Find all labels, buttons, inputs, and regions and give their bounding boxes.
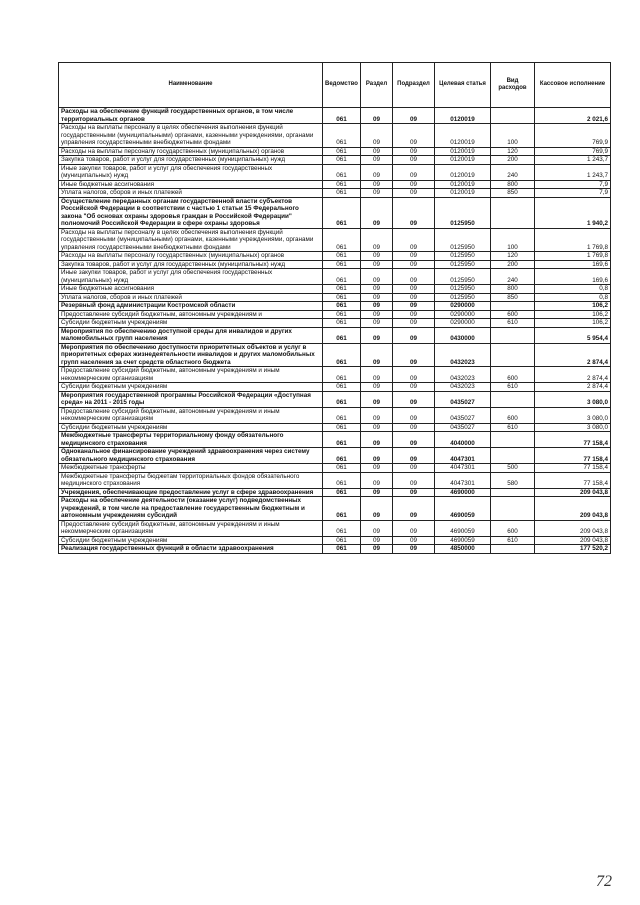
row-amount-cell: 169,6 (535, 269, 611, 285)
row-subsection-cell: 09 (393, 536, 435, 545)
row-target-cell: 4047301 (435, 448, 491, 464)
row-amount-cell: 77 158,4 (535, 472, 611, 488)
row-amount-cell: 169,6 (535, 260, 611, 269)
col-header-subsection: Подраздел (393, 63, 435, 108)
row-dept-cell: 061 (323, 464, 361, 473)
table-row (59, 464, 611, 473)
row-dept-cell: 061 (323, 293, 361, 302)
row-section-cell: 09 (361, 285, 393, 294)
row-target-cell: 4690059 (435, 536, 491, 545)
row-target-cell: 0432023 (435, 383, 491, 392)
row-subsection-cell: 09 (393, 367, 435, 383)
row-dept-cell: 061 (323, 302, 361, 311)
table-row (59, 260, 611, 269)
row-target-cell: 0125950 (435, 293, 491, 302)
row-amount-cell: 77 158,4 (535, 448, 611, 464)
table-row (59, 545, 611, 554)
table-row (59, 164, 611, 180)
col-header-target: Целевая статья (435, 63, 491, 108)
row-exptype-cell: 600 (491, 367, 535, 383)
row-section-cell: 09 (361, 293, 393, 302)
row-name-cell: Расходы на обеспечение функций государственных органов, в том числе территориальных органов (59, 108, 323, 124)
row-subsection-cell: 09 (393, 448, 435, 464)
row-subsection-cell: 09 (393, 391, 435, 407)
table-row (59, 383, 611, 392)
row-dept-cell: 061 (323, 189, 361, 198)
row-target-cell: 0120019 (435, 189, 491, 198)
table-header-row (59, 63, 611, 108)
row-dept-cell: 061 (323, 269, 361, 285)
row-target-cell: 0125950 (435, 269, 491, 285)
table-row (59, 108, 611, 124)
row-exptype-cell: 600 (491, 520, 535, 536)
table-row (59, 285, 611, 294)
row-name-cell: Мероприятия по обеспечению доступности приоритетных объектов и услуг в приоритетных сферах жизнедеятельности инвалидов и других маломобильных групп населения за счет средств областного бюджета (59, 343, 323, 367)
row-subsection-cell: 09 (393, 488, 435, 497)
row-subsection-cell: 09 (393, 520, 435, 536)
col-header-dept: Ведомство (323, 63, 361, 108)
row-amount-cell: 177 520,2 (535, 545, 611, 554)
row-name-cell: Расходы на выплаты персоналу в целях обеспечения выполнения функций государственными (муниципальными) органами, казенными учреждениями, органами управления государственными внебюджетными фондами (59, 228, 323, 252)
row-dept-cell: 061 (323, 252, 361, 261)
row-target-cell: 0120019 (435, 156, 491, 165)
row-section-cell: 09 (361, 269, 393, 285)
row-section-cell: 09 (361, 520, 393, 536)
row-dept-cell: 061 (323, 260, 361, 269)
row-section-cell: 09 (361, 343, 393, 367)
row-exptype-cell: 610 (491, 423, 535, 432)
table-row (59, 472, 611, 488)
row-target-cell: 0432023 (435, 343, 491, 367)
row-name-cell: Предоставление субсидий бюджетным, автономным учреждениям и (59, 310, 323, 319)
row-subsection-cell: 09 (393, 545, 435, 554)
row-subsection-cell: 09 (393, 310, 435, 319)
row-name-cell: Субсидии бюджетным учреждениям (59, 383, 323, 392)
row-name-cell: Мероприятия государственной программы Российской Федерации «Доступная среда» на 2011 - 2015 годы (59, 391, 323, 407)
row-dept-cell: 061 (323, 343, 361, 367)
row-subsection-cell: 09 (393, 108, 435, 124)
row-target-cell: 0125950 (435, 228, 491, 252)
row-section-cell: 09 (361, 108, 393, 124)
row-dept-cell: 061 (323, 545, 361, 554)
row-dept-cell: 061 (323, 367, 361, 383)
row-exptype-cell: 120 (491, 147, 535, 156)
row-target-cell: 0120019 (435, 180, 491, 189)
row-dept-cell: 061 (323, 407, 361, 423)
row-name-cell: Расходы на выплаты персоналу в целях обеспечения выполнения функций государственными (муниципальными) органами, казенными учреждениями, органами управления государственными внебюджетными фондами (59, 124, 323, 148)
row-target-cell: 0435027 (435, 423, 491, 432)
row-exptype-cell (491, 197, 535, 228)
table-row (59, 293, 611, 302)
row-target-cell: 0125950 (435, 285, 491, 294)
row-amount-cell: 209 043,8 (535, 536, 611, 545)
row-exptype-cell (491, 391, 535, 407)
row-subsection-cell: 09 (393, 164, 435, 180)
row-section-cell: 09 (361, 124, 393, 148)
row-target-cell: 0120019 (435, 147, 491, 156)
row-target-cell: 0120019 (435, 108, 491, 124)
row-section-cell: 09 (361, 464, 393, 473)
row-name-cell: Иные бюджетные ассигнования (59, 180, 323, 189)
row-section-cell: 09 (361, 252, 393, 261)
row-subsection-cell: 09 (393, 407, 435, 423)
row-exptype-cell: 500 (491, 464, 535, 473)
col-header-exptype: Вид расходов (491, 63, 535, 108)
row-subsection-cell: 09 (393, 293, 435, 302)
row-dept-cell: 061 (323, 124, 361, 148)
row-section-cell: 09 (361, 228, 393, 252)
table-row (59, 391, 611, 407)
row-name-cell: Учреждения, обеспечивающие предоставление услуг в сфере здравоохранения (59, 488, 323, 497)
row-dept-cell: 061 (323, 180, 361, 189)
row-dept-cell: 061 (323, 197, 361, 228)
row-target-cell: 4047301 (435, 464, 491, 473)
row-section-cell: 09 (361, 391, 393, 407)
row-section-cell: 09 (361, 302, 393, 311)
row-name-cell: Межбюджетные трансферты бюджетам территориальных фондов обязательного медицинского страхования (59, 472, 323, 488)
row-section-cell: 09 (361, 432, 393, 448)
table-row (59, 497, 611, 521)
row-amount-cell: 77 158,4 (535, 432, 611, 448)
row-name-cell: Межбюджетные трансферты территориальному фонду обязательного медицинского страхования (59, 432, 323, 448)
table-row (59, 520, 611, 536)
row-exptype-cell (491, 488, 535, 497)
row-amount-cell: 209 043,8 (535, 520, 611, 536)
row-target-cell: 4690059 (435, 520, 491, 536)
table-row (59, 147, 611, 156)
row-exptype-cell: 600 (491, 407, 535, 423)
row-subsection-cell: 09 (393, 269, 435, 285)
row-section-cell: 09 (361, 319, 393, 328)
row-amount-cell: 7,9 (535, 189, 611, 198)
table-row (59, 327, 611, 343)
row-amount-cell: 0,8 (535, 293, 611, 302)
table-row (59, 536, 611, 545)
row-name-cell: Иные закупки товаров, работ и услуг для обеспечения государственных (муниципальных) нужд (59, 164, 323, 180)
row-section-cell: 09 (361, 156, 393, 165)
row-section-cell: 09 (361, 448, 393, 464)
row-exptype-cell (491, 327, 535, 343)
row-target-cell: 0435027 (435, 391, 491, 407)
row-name-cell: Мероприятия по обеспечению доступной среды для инвалидов и других маломобильных групп населения (59, 327, 323, 343)
row-target-cell: 0290000 (435, 302, 491, 311)
row-section-cell: 09 (361, 147, 393, 156)
row-amount-cell: 3 080,0 (535, 407, 611, 423)
row-exptype-cell (491, 108, 535, 124)
row-section-cell: 09 (361, 197, 393, 228)
row-amount-cell: 769,9 (535, 147, 611, 156)
row-subsection-cell: 09 (393, 285, 435, 294)
row-amount-cell: 106,2 (535, 319, 611, 328)
row-name-cell: Расходы на обеспечение деятельности (оказание услуг) подведомственных учреждений, в том числе на предоставление государственным бюджетным и автономным учреждениям субсидий (59, 497, 323, 521)
table-row (59, 197, 611, 228)
row-exptype-cell: 240 (491, 269, 535, 285)
row-exptype-cell: 120 (491, 252, 535, 261)
row-dept-cell: 061 (323, 391, 361, 407)
row-subsection-cell: 09 (393, 383, 435, 392)
row-target-cell: 4047301 (435, 472, 491, 488)
row-target-cell: 4690000 (435, 488, 491, 497)
table-row (59, 488, 611, 497)
row-subsection-cell: 09 (393, 343, 435, 367)
row-subsection-cell: 09 (393, 327, 435, 343)
row-exptype-cell (491, 302, 535, 311)
row-name-cell: Межбюджетные трансферты (59, 464, 323, 473)
col-header-name: Наименование (59, 63, 323, 108)
table-row (59, 407, 611, 423)
row-amount-cell: 209 043,8 (535, 497, 611, 521)
table-body (59, 108, 611, 554)
row-amount-cell: 77 158,4 (535, 464, 611, 473)
row-name-cell: Иные бюджетные ассигнования (59, 285, 323, 294)
row-section-cell: 09 (361, 310, 393, 319)
row-dept-cell: 061 (323, 147, 361, 156)
row-section-cell: 09 (361, 260, 393, 269)
row-target-cell: 0120019 (435, 124, 491, 148)
budget-table-container (58, 62, 610, 554)
table-row (59, 180, 611, 189)
row-exptype-cell: 600 (491, 310, 535, 319)
row-amount-cell: 5 954,4 (535, 327, 611, 343)
row-name-cell: Уплата налогов, сборов и иных платежей (59, 293, 323, 302)
row-subsection-cell: 09 (393, 497, 435, 521)
row-section-cell: 09 (361, 497, 393, 521)
row-dept-cell: 061 (323, 423, 361, 432)
row-amount-cell: 2 021,6 (535, 108, 611, 124)
row-subsection-cell: 09 (393, 180, 435, 189)
row-amount-cell: 0,8 (535, 285, 611, 294)
row-subsection-cell: 09 (393, 319, 435, 328)
row-amount-cell: 2 874,4 (535, 383, 611, 392)
row-dept-cell: 061 (323, 536, 361, 545)
row-section-cell: 09 (361, 488, 393, 497)
row-section-cell: 09 (361, 180, 393, 189)
row-section-cell: 09 (361, 367, 393, 383)
row-exptype-cell: 100 (491, 228, 535, 252)
row-amount-cell: 2 874,4 (535, 343, 611, 367)
table-row (59, 367, 611, 383)
row-exptype-cell: 850 (491, 189, 535, 198)
row-dept-cell: 061 (323, 448, 361, 464)
row-section-cell: 09 (361, 423, 393, 432)
row-target-cell: 0125950 (435, 260, 491, 269)
table-row (59, 156, 611, 165)
row-dept-cell: 061 (323, 156, 361, 165)
row-target-cell: 0290000 (435, 319, 491, 328)
row-amount-cell: 106,2 (535, 302, 611, 311)
row-name-cell: Предоставление субсидий бюджетным, автономным учреждениям и иным некоммерческим организациям (59, 520, 323, 536)
row-exptype-cell (491, 545, 535, 554)
table-row (59, 432, 611, 448)
row-target-cell: 4690059 (435, 497, 491, 521)
row-section-cell: 09 (361, 383, 393, 392)
row-subsection-cell: 09 (393, 432, 435, 448)
row-subsection-cell: 09 (393, 147, 435, 156)
row-exptype-cell (491, 448, 535, 464)
row-dept-cell: 061 (323, 383, 361, 392)
row-amount-cell: 3 080,0 (535, 391, 611, 407)
row-exptype-cell: 800 (491, 285, 535, 294)
row-exptype-cell (491, 432, 535, 448)
row-subsection-cell: 09 (393, 464, 435, 473)
table-row (59, 343, 611, 367)
row-dept-cell: 061 (323, 327, 361, 343)
row-target-cell: 0125950 (435, 197, 491, 228)
row-amount-cell: 106,2 (535, 310, 611, 319)
table-row (59, 448, 611, 464)
row-target-cell: 0430000 (435, 327, 491, 343)
row-section-cell: 09 (361, 407, 393, 423)
table-row (59, 302, 611, 311)
row-target-cell: 0432023 (435, 367, 491, 383)
row-name-cell: Субсидии бюджетным учреждениям (59, 536, 323, 545)
row-amount-cell: 769,9 (535, 124, 611, 148)
page-number: 72 (596, 873, 612, 890)
row-amount-cell: 1 940,2 (535, 197, 611, 228)
row-dept-cell: 061 (323, 488, 361, 497)
row-dept-cell: 061 (323, 472, 361, 488)
row-amount-cell: 209 043,8 (535, 488, 611, 497)
row-amount-cell: 1 769,8 (535, 228, 611, 252)
row-dept-cell: 061 (323, 497, 361, 521)
row-subsection-cell: 09 (393, 197, 435, 228)
table-row (59, 269, 611, 285)
row-exptype-cell: 240 (491, 164, 535, 180)
row-name-cell: Одноканальное финансирование учреждений здравоохранения через систему обязательного медицинского страхования (59, 448, 323, 464)
table-row (59, 124, 611, 148)
row-section-cell: 09 (361, 545, 393, 554)
row-section-cell: 09 (361, 189, 393, 198)
budget-table (58, 62, 611, 554)
col-header-amount: Кассовое исполнение (535, 63, 611, 108)
row-subsection-cell: 09 (393, 124, 435, 148)
row-exptype-cell: 850 (491, 293, 535, 302)
table-row (59, 423, 611, 432)
row-subsection-cell: 09 (393, 252, 435, 261)
row-subsection-cell: 09 (393, 189, 435, 198)
col-header-section: Раздел (361, 63, 393, 108)
row-name-cell: Закупка товаров, работ и услуг для государственных (муниципальных) нужд (59, 156, 323, 165)
row-name-cell: Субсидии бюджетным учреждениям (59, 319, 323, 328)
row-name-cell: Предоставление субсидий бюджетным, автономным учреждениям и иным некоммерческим организациям (59, 407, 323, 423)
row-subsection-cell: 09 (393, 472, 435, 488)
row-target-cell: 0120019 (435, 164, 491, 180)
row-dept-cell: 061 (323, 164, 361, 180)
table-row (59, 252, 611, 261)
row-subsection-cell: 09 (393, 423, 435, 432)
table-row (59, 310, 611, 319)
row-exptype-cell: 100 (491, 124, 535, 148)
row-target-cell: 4040000 (435, 432, 491, 448)
row-exptype-cell: 610 (491, 383, 535, 392)
row-section-cell: 09 (361, 327, 393, 343)
row-name-cell: Закупка товаров, работ и услуг для государственных (муниципальных) нужд (59, 260, 323, 269)
row-section-cell: 09 (361, 536, 393, 545)
row-section-cell: 09 (361, 472, 393, 488)
table-row (59, 228, 611, 252)
row-name-cell: Расходы на выплаты персоналу государственных (муниципальных) органов (59, 252, 323, 261)
row-name-cell: Иные закупки товаров, работ и услуг для обеспечения государственных (муниципальных) нужд (59, 269, 323, 285)
row-amount-cell: 1 243,7 (535, 156, 611, 165)
row-target-cell: 0125950 (435, 252, 491, 261)
row-name-cell: Субсидии бюджетным учреждениям (59, 423, 323, 432)
row-name-cell: Предоставление субсидий бюджетным, автономным учреждениям и иным некоммерческим организациям (59, 367, 323, 383)
row-target-cell: 0290000 (435, 310, 491, 319)
row-exptype-cell: 580 (491, 472, 535, 488)
row-dept-cell: 061 (323, 520, 361, 536)
row-exptype-cell: 200 (491, 260, 535, 269)
row-subsection-cell: 09 (393, 302, 435, 311)
row-target-cell: 4850000 (435, 545, 491, 554)
row-name-cell: Резервный фонд администрации Костромской области (59, 302, 323, 311)
row-name-cell: Расходы на выплаты персоналу государственных (муниципальных) органов (59, 147, 323, 156)
row-dept-cell: 061 (323, 285, 361, 294)
table-row (59, 189, 611, 198)
row-dept-cell: 061 (323, 228, 361, 252)
row-name-cell: Уплата налогов, сборов и иных платежей (59, 189, 323, 198)
row-amount-cell: 3 080,0 (535, 423, 611, 432)
row-dept-cell: 061 (323, 108, 361, 124)
row-subsection-cell: 09 (393, 156, 435, 165)
row-amount-cell: 2 874,4 (535, 367, 611, 383)
row-exptype-cell (491, 343, 535, 367)
row-exptype-cell (491, 497, 535, 521)
row-exptype-cell: 200 (491, 156, 535, 165)
row-section-cell: 09 (361, 164, 393, 180)
row-name-cell: Осуществление переданных органам государственной власти субъектов Российской Федерации в соответствии с частью 1 статьи 15 Федерального закона "Об основах охраны здоровья граждан в Российской Федерации" полномочий Российской Федерации в сфере охраны здоровья (59, 197, 323, 228)
row-subsection-cell: 09 (393, 228, 435, 252)
row-dept-cell: 061 (323, 319, 361, 328)
row-exptype-cell: 610 (491, 536, 535, 545)
row-exptype-cell: 800 (491, 180, 535, 189)
row-subsection-cell: 09 (393, 260, 435, 269)
row-target-cell: 0435027 (435, 407, 491, 423)
row-amount-cell: 1 243,7 (535, 164, 611, 180)
row-name-cell: Реализация государственных функций в области здравоохранения (59, 545, 323, 554)
row-dept-cell: 061 (323, 432, 361, 448)
row-amount-cell: 7,9 (535, 180, 611, 189)
table-row (59, 319, 611, 328)
row-exptype-cell: 610 (491, 319, 535, 328)
row-dept-cell: 061 (323, 310, 361, 319)
row-amount-cell: 1 769,8 (535, 252, 611, 261)
